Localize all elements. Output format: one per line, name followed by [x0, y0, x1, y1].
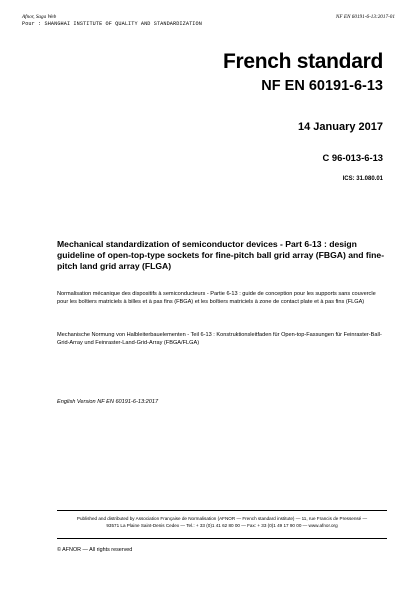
publisher-info — [57, 515, 387, 529]
org-line: Pour : SHANGHAI INSTITUTE OF QUALITY AND STANDARDIZATION — [22, 21, 202, 27]
ics-code: ICS: 31.080.01 — [342, 176, 383, 182]
publication-date: 14 January 2017 — [297, 121, 383, 133]
publisher-line-1: Published and distributed by Association Française de Normalisation (AFNOR — French standard institute) — 11, rue Francis de Pressensé — — [76, 516, 368, 521]
page-header-left — [22, 14, 242, 28]
classification-index: C 96-013-6-13 — [322, 152, 383, 163]
standard-number: NF EN 60191-6-13 — [261, 78, 383, 94]
doc-ref: NF EN 60191-6-13:2017-01 — [335, 14, 395, 20]
copyright-notice: © AFNOR — All rights reserved — [57, 547, 133, 553]
title-english: Mechanical standardization of semiconductor devices - Part 6-13 : design guideline of open-top-type sockets for fine-pitch ball grid array (FBGA) and fine-pitch land grid array (FLGA) — [57, 239, 385, 271]
footer-divider-bottom — [57, 538, 387, 539]
english-version: English Version NF EN 60191-6-13:2017 — [57, 399, 159, 405]
standard-type: French standard — [222, 50, 383, 73]
user-line: Afnor, Saga Web — [22, 14, 57, 20]
title-german: Mechanische Normung von Halbleiterbauelementen - Teil 6-13 : Konstruktionsleitfaden für Open-top-Fassungen für Feinraster-Ball-Grid-Array und Feinraster-Land-Grid-Array (FBGA/FLGA) — [57, 332, 382, 347]
publisher-line-2: 93571 La Plaine Saint-Denis Cedex — Tel.: + 33 (0)1 41 62 80 00 — Fax: + 33 (0)1 49 17 90 00 — www.afnor.org — [106, 523, 338, 529]
title-french: Normalisation mécanique des dispositifs à semiconducteurs - Partie 6-13 : guide de conception pour les supports sans couvercle pour les boîtiers matriciels à billes et à pas fins (FBGA) et les boîtiers matriciels à zone de contact plate et à pas fins (FLGA) — [57, 291, 376, 306]
footer-divider-top — [57, 510, 387, 511]
